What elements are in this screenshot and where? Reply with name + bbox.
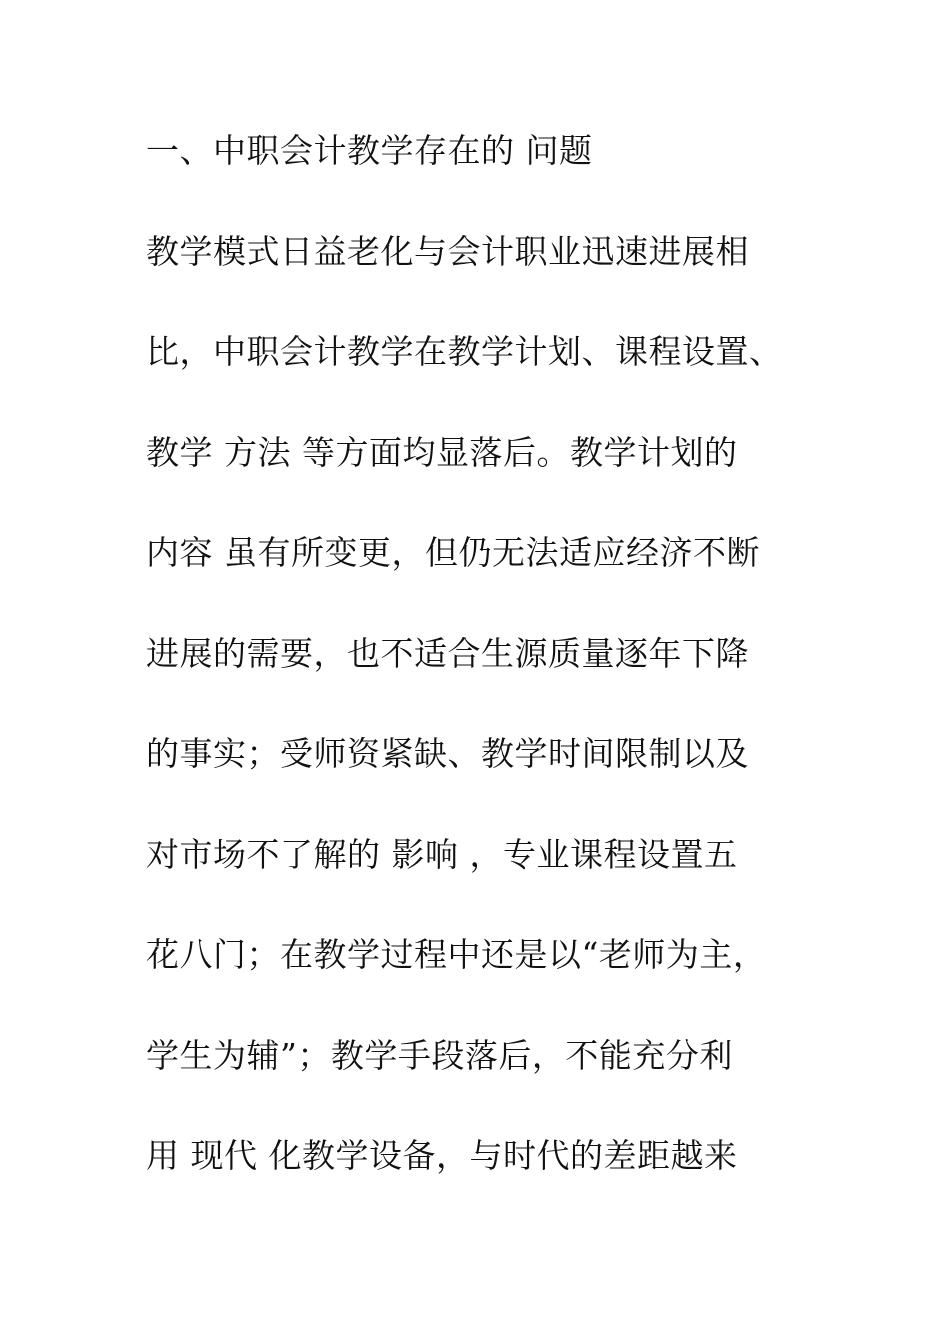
paragraph-line-9: 学生为辅”；教学手段落后，不能充分利 <box>146 1035 733 1075</box>
paragraph-line-6: 的事实；受师资紧缺、教学时间限制以及 <box>146 734 749 773</box>
paragraph-line-3: 教学 方法 等方面均显落后。教学计划的 <box>146 432 738 472</box>
paragraph-line-10: 用 现代 化教学设备，与时代的差距越来 <box>146 1136 738 1175</box>
paragraph-line-4: 内容 虽有所变更，但仍无法适应经济不断 <box>146 533 760 572</box>
section-heading: 一、中职会计教学存在的 问题 <box>146 131 593 170</box>
paragraph-line-1: 教学模式日益老化与会计职业迅速进展相 <box>146 231 749 271</box>
paragraph-line-2: 比，中职会计教学在教学计划、课程设置、 <box>146 332 783 371</box>
paragraph-line-8: 花八门；在教学过程中还是以“老师为主， <box>146 935 767 974</box>
paragraph-line-7: 对市场不了解的 影响 ，专业课程设置五 <box>146 834 738 874</box>
paragraph-line-5: 进展的需要，也不适合生源质量逐年下降 <box>146 633 749 673</box>
document-body <box>146 128 826 1234</box>
